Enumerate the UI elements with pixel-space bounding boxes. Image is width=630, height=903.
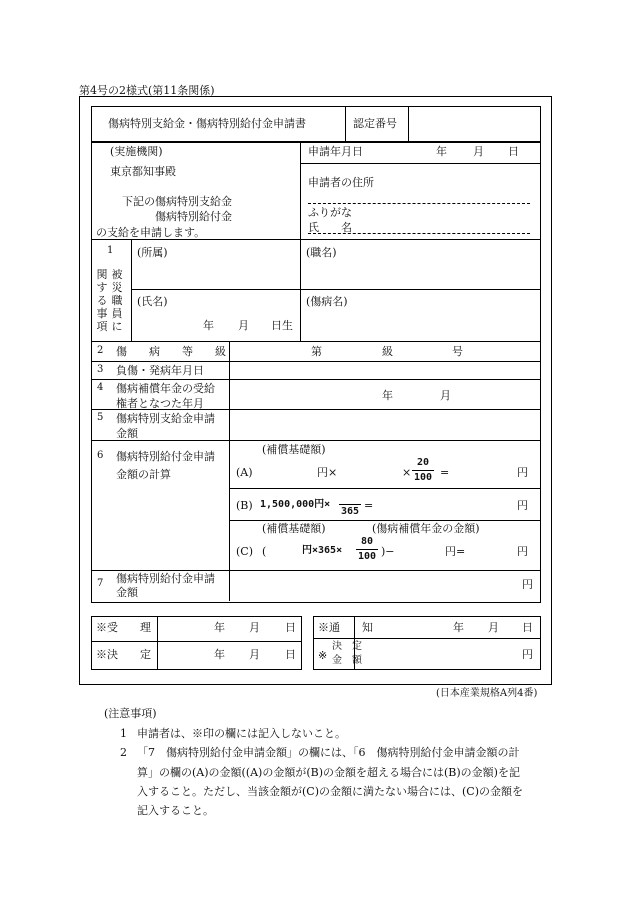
fraction-b: 365 — [339, 494, 361, 517]
calc-b-amount: 1,500,000円× — [260, 499, 331, 510]
pension-date-label-1: 傷病補償年金の受給 — [116, 382, 215, 395]
document-page: 第4号の2様式(第11条関係) 傷病特別支給金・傷病特別給付金申請書 認定番号 (実施機関) 東京都知事殿 下記の傷病特別支給金 傷病特別給付金 の支給を申請します。 申請年月日 年 月 日 申請者の住所 ふりがな 氏 名 1 関する事項 被災職員に (所属) (職名) (氏名) (傷病名) 年 月 日生 2 傷 病 等 級 第 級 号 3 負傷・発病年月日 4 傷病補償年金の受給 権者となつた年月 年 月 5 傷病特別支給金申請 金額 6 傷病特別給付金申請 金額の計算 (補償基礎額) (A) 円× × $\frac{20}{100}$ = 円 (B) 1,500,000円× 365 = 円 (補償基礎額) (傷病補償年金の金額) (C) ( 円×365× $\frac{80}{100}$ )− 円= 円 7 傷病特別給付金申請 金額 円 ※受 理 年 月 日 ※決 定 年 月 日 ※通 知 年 月 日 ※ 決 定 金 額 円 (日本産業規格A列4番) (注意事項) 1 申請者は、※印の欄には記入しないこと。 2 「7 傷病特別給付金申請金額」の欄には、「6 傷病特別給付金申請金額の計 算」の欄の(A)の金額((A)の金額が(B)の金額を超える場合には(B)の金額)を記 入すること。ただし、当該金額が(C)の金額に満たない場合には、(C)の金額を 記入すること。 — [0, 0, 630, 903]
note-2-line-1: 「7 傷病特別給付金申請金額」の欄には、「6 傷病特別給付金申請金額の計 — [137, 746, 520, 759]
special-grant-label-2: 金額 — [116, 427, 138, 440]
calc-label-1: 傷病特別給付金申請 — [116, 450, 215, 463]
decision-label: ※決 定 — [96, 648, 151, 661]
claim-amount-field[interactable] — [231, 572, 511, 599]
jis-note: (日本産業規格A列4番) — [436, 688, 538, 699]
receipt-label: ※受 理 — [96, 621, 151, 634]
claim-amount-label-1: 傷病特別給付金申請 — [116, 572, 215, 585]
application-date-label: 申請年月日 — [308, 145, 363, 158]
section1-label-a: 関する事項 — [96, 268, 108, 333]
base-amount-label: (補償基礎額) — [262, 443, 326, 456]
section1-label-b: 被災職員に — [111, 268, 123, 333]
calc-b-label: (B) — [236, 499, 253, 512]
position-label: (職名) — [306, 246, 337, 259]
fraction-c: $\frac{80}{100}$ — [357, 536, 377, 562]
form-title: 傷病特別支給金・傷病特別給付金申請書 — [108, 117, 306, 130]
furigana-label: ふりがな — [308, 206, 352, 219]
claim-amount-label-2: 金額 — [116, 586, 138, 599]
request-line-1: 下記の傷病特別支給金 — [122, 195, 232, 208]
applicant-name-label: 氏 名 — [308, 221, 352, 234]
cert-number-field[interactable] — [410, 108, 538, 140]
employee-name-label: (氏名) — [137, 295, 168, 308]
note-2-line-2: 算」の欄の(A)の金額((A)の金額が(B)の金額を超える場合には(B)の金額)を記 — [137, 766, 520, 779]
special-grant-label-1: 傷病特別支給金申請 — [116, 412, 215, 425]
note-2-line-3: 入すること。ただし、当該金額が(C)の金額に満たない場合には、(C)の金額を — [137, 785, 523, 798]
note-2-line-4: 記入すること。 — [137, 804, 214, 817]
decided-amount-label-1: 決 定 — [332, 641, 362, 652]
notes-heading: (注意事項) — [104, 707, 157, 720]
injury-date-label: 負傷・発病年月日 — [116, 364, 204, 377]
addressee: 東京都知事殿 — [110, 165, 176, 178]
applicant-name-field[interactable] — [360, 205, 530, 233]
injury-name-label: (傷病名) — [306, 295, 348, 308]
agency-label: (実施機関) — [110, 145, 163, 158]
request-line-3: の支給を申請します。 — [96, 226, 206, 239]
c-pension-label: (傷病補償年金の金額) — [372, 522, 480, 535]
c-base-label: (補償基礎額) — [262, 522, 326, 535]
calc-label-2: 金額の計算 — [116, 468, 171, 481]
fraction-a: $\frac{20}{100}$ — [413, 457, 433, 483]
request-line-2: 傷病特別給付金 — [155, 210, 232, 223]
decided-amount-label-2: 金 額 — [332, 655, 362, 666]
applicant-address-label: 申請者の住所 — [308, 176, 374, 189]
notice-label: ※通 知 — [318, 621, 373, 634]
note-1: 申請者は、※印の欄には記入しないこと。 — [137, 727, 346, 740]
calc-c-label: (C) — [236, 545, 253, 558]
pension-date-label-2: 権者となつた年月 — [116, 397, 204, 410]
form-number: 第4号の2様式(第11条関係) — [79, 84, 215, 97]
cert-number-label: 認定番号 — [353, 117, 397, 130]
section1-number: 1 — [107, 245, 114, 256]
affiliation-label: (所属) — [137, 246, 168, 259]
calc-a-label: (A) — [236, 466, 253, 479]
applicant-address-field[interactable] — [380, 168, 530, 198]
grade-label: 傷 病 等 級 — [116, 345, 226, 358]
